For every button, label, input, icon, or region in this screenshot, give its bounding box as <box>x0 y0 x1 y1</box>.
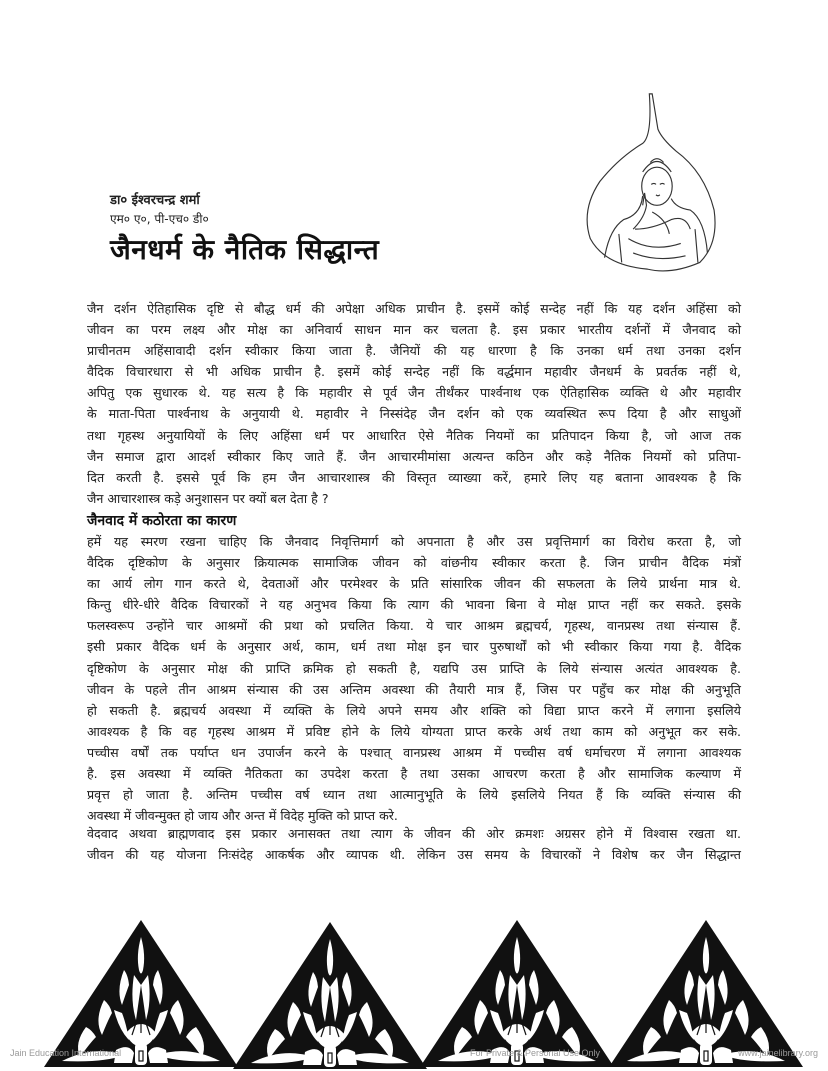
text-line: प्रवृत्त हो जाता है. अन्तिम पच्चीस वर्ष ध्यान तथा आत्मानुभूति के लिये इसलिये नियत हैं कि व्यक्ति संन्यास की <box>87 787 741 803</box>
text-line: तथा गृहस्थ अनुयायियों के लिए अहिंसा धर्म पर आधारित ऐसे नैतिक नियमों का प्रतिपादन किया है, जो आज तक <box>87 427 741 443</box>
text-line: अपितु एक सुधारक थे. यह सत्य है कि महावीर से पूर्व जैन तीर्थंकर पार्श्वनाथ एक ऐतिहासिक व्यक्ति थे और महावीर <box>87 385 741 401</box>
text-line: आवश्यक है कि वह गृहस्थ आश्रम में प्रविष्ट होने के लिये योग्यता प्राप्त करके अर्थ तथा काम को अनुभूत कर सके. <box>87 723 741 739</box>
text-line: है. इस अवस्था में व्यक्ति नैतिकता का उपदेश करता है तथा उसका आचरण करता है और सामाजिक कल्याण में <box>87 766 741 782</box>
author-name: डा० ईश्वरचन्द्र शर्मा <box>110 193 200 208</box>
article-title: जैनधर्म के नैतिक सिद्धान्त <box>110 233 380 266</box>
text-line: का आर्य लोग गान करते थे, देवताओं और परमेश्वर के प्रति सांसारिक जीवन की सफलता के लिये प्रार्थना मात्र थे. <box>87 576 741 592</box>
text-line: वेदवाद अथवा ब्राह्मणवाद इस प्रकार अनासक्त तथा त्याग के जीवन की ओर क्रमशः अग्रसर होने में विश्वास रखता था. <box>87 826 741 841</box>
text-line: प्राचीनतम अहिंसावादी दर्शन स्वीकार किया जाता है. जैनियों की यह धारणा है कि उनका धर्म तथा उनका दर्शन <box>87 343 741 359</box>
footer-source: Jain Education International <box>10 1048 122 1058</box>
text-line: हमें यह स्मरण रखना चाहिए कि जैनवाद निवृत्तिमार्ग को अपनाता है और उस प्रवृत्तिमार्ग का विरोध करता है, जो <box>87 534 741 549</box>
text-line: जैन आचारशास्त्र कड़े अनुशासन पर क्यों बल देता है ? <box>87 490 329 506</box>
footer-website-link[interactable]: www.jainelibrary.org <box>738 1048 818 1058</box>
text-line: जैन समाज द्वारा आदर्श स्वीकार किए जाते हैं. जैन आचारमीमांसा अत्यन्त कठिन और कड़े नैतिक नियमों को प्रतिपा- <box>87 448 741 464</box>
flame-triangle-ornament-row <box>0 915 828 1071</box>
text-line: जीवन का परम लक्ष्य और मोक्ष का अनिवार्य साधन मान कर चलता है. इस प्रकार भारतीय दर्शनों में जैनवाद को <box>87 322 741 338</box>
text-line: दृष्टिकोण के अनुसार मोक्ष की प्राप्ति क्रमिक हो सकती है, यद्यपि उस प्राप्ति के लिये संन्यास अत्यंत आवश्यक है. <box>87 660 741 676</box>
footer-usage-note: For Private & Personal Use Only <box>470 1048 601 1058</box>
text-line: फलस्वरूप उन्होंने चार आश्रमों की प्रथा को प्रचलित किया. ये चार आश्रम ब्रह्मचर्य, गृहस्थ, वानप्रस्थ तथा संन्यास हैं. <box>87 618 741 634</box>
text-line: अवस्था में जीवन्मुक्त हो जाय और अन्त में विदेह मुक्ति को प्राप्त करे. <box>87 808 398 824</box>
meditating-figure-in-leaf-icon <box>576 84 776 279</box>
text-line: वैदिक विचारधारा से भी अधिक प्राचीन है. इसमें कोई सन्देह नहीं कि वर्द्धमान महावीर जैनधर्म के प्रवर्तक नहीं थे, <box>87 364 741 380</box>
text-line: इसी प्रकार वैदिक धर्म के अनुसार अर्थ, काम, धर्म तथा मोक्ष इन चार पुरुषार्थों को भी स्वीकार किया गया है. वैदिक <box>87 639 741 655</box>
text-line: जैन दर्शन ऐतिहासिक दृष्टि से बौद्ध धर्म की अपेक्षा अधिक प्राचीन है. इसमें कोई सन्देह नहीं कि यह दर्शन अहिंसा को <box>87 301 741 316</box>
text-line: किन्तु धीरे-धीरे वैदिक विचारकों ने यह अनुभव किया कि त्याग की भावना बिना वे मोक्ष प्राप्त नहीं कर सकते. इसके <box>87 597 741 613</box>
text-line: के माता-पिता पार्श्वनाथ के अनुयायी थे. महावीर ने निस्संदेह जैन दर्शन को एक व्यवस्थित रूप दिया है और साधुओं <box>87 406 741 422</box>
text-line: दित करती है. इससे पूर्व कि हम जैन आचारशास्त्र की विस्तृत व्याख्या करें, हमारे लिए यह बताना आवश्यक है कि <box>87 469 741 485</box>
text-line: जीवन के पहले तीन आश्रम संन्यास की उस अन्तिम अवस्था की तैयारी मात्र हैं, जिस पर पहुँच कर मोक्ष की अनुभूति <box>87 681 741 697</box>
text-line: हो सकती है. ब्रह्मचर्य अवस्था में व्यक्ति के लिये अपने समय और शक्ति को विद्या प्राप्त करने में लगाना इसलिये <box>87 702 741 718</box>
section-heading: जैनवाद में कठोरता का कारण <box>87 513 237 529</box>
text-line: पच्चीस वर्षों तक पर्याप्त धन उपार्जन करने के पश्चात् वानप्रस्थ आश्रम में पच्चीस वर्ष धर्माचरण में लगाना आवश्यक <box>87 744 741 760</box>
text-line: वैदिक दृष्टिकोण के अनुसार क्रियात्मक सामाजिक जीवन को वांछनीय स्वीकार करता है. जिन प्राचीन वैदिक मंत्रों <box>87 555 741 571</box>
text-line: जीवन की यह योजना निःसंदेह आकर्षक और व्यापक थी. लेकिन उस समय के विचारकों ने विशेष कर जैन सिद्धान्त <box>87 847 741 863</box>
paragraph-1 <box>87 298 741 509</box>
paragraph-2 <box>87 531 741 826</box>
paragraph-3 <box>87 823 741 865</box>
author-degree: एम० ए०, पी-एच० डी० <box>110 212 209 226</box>
